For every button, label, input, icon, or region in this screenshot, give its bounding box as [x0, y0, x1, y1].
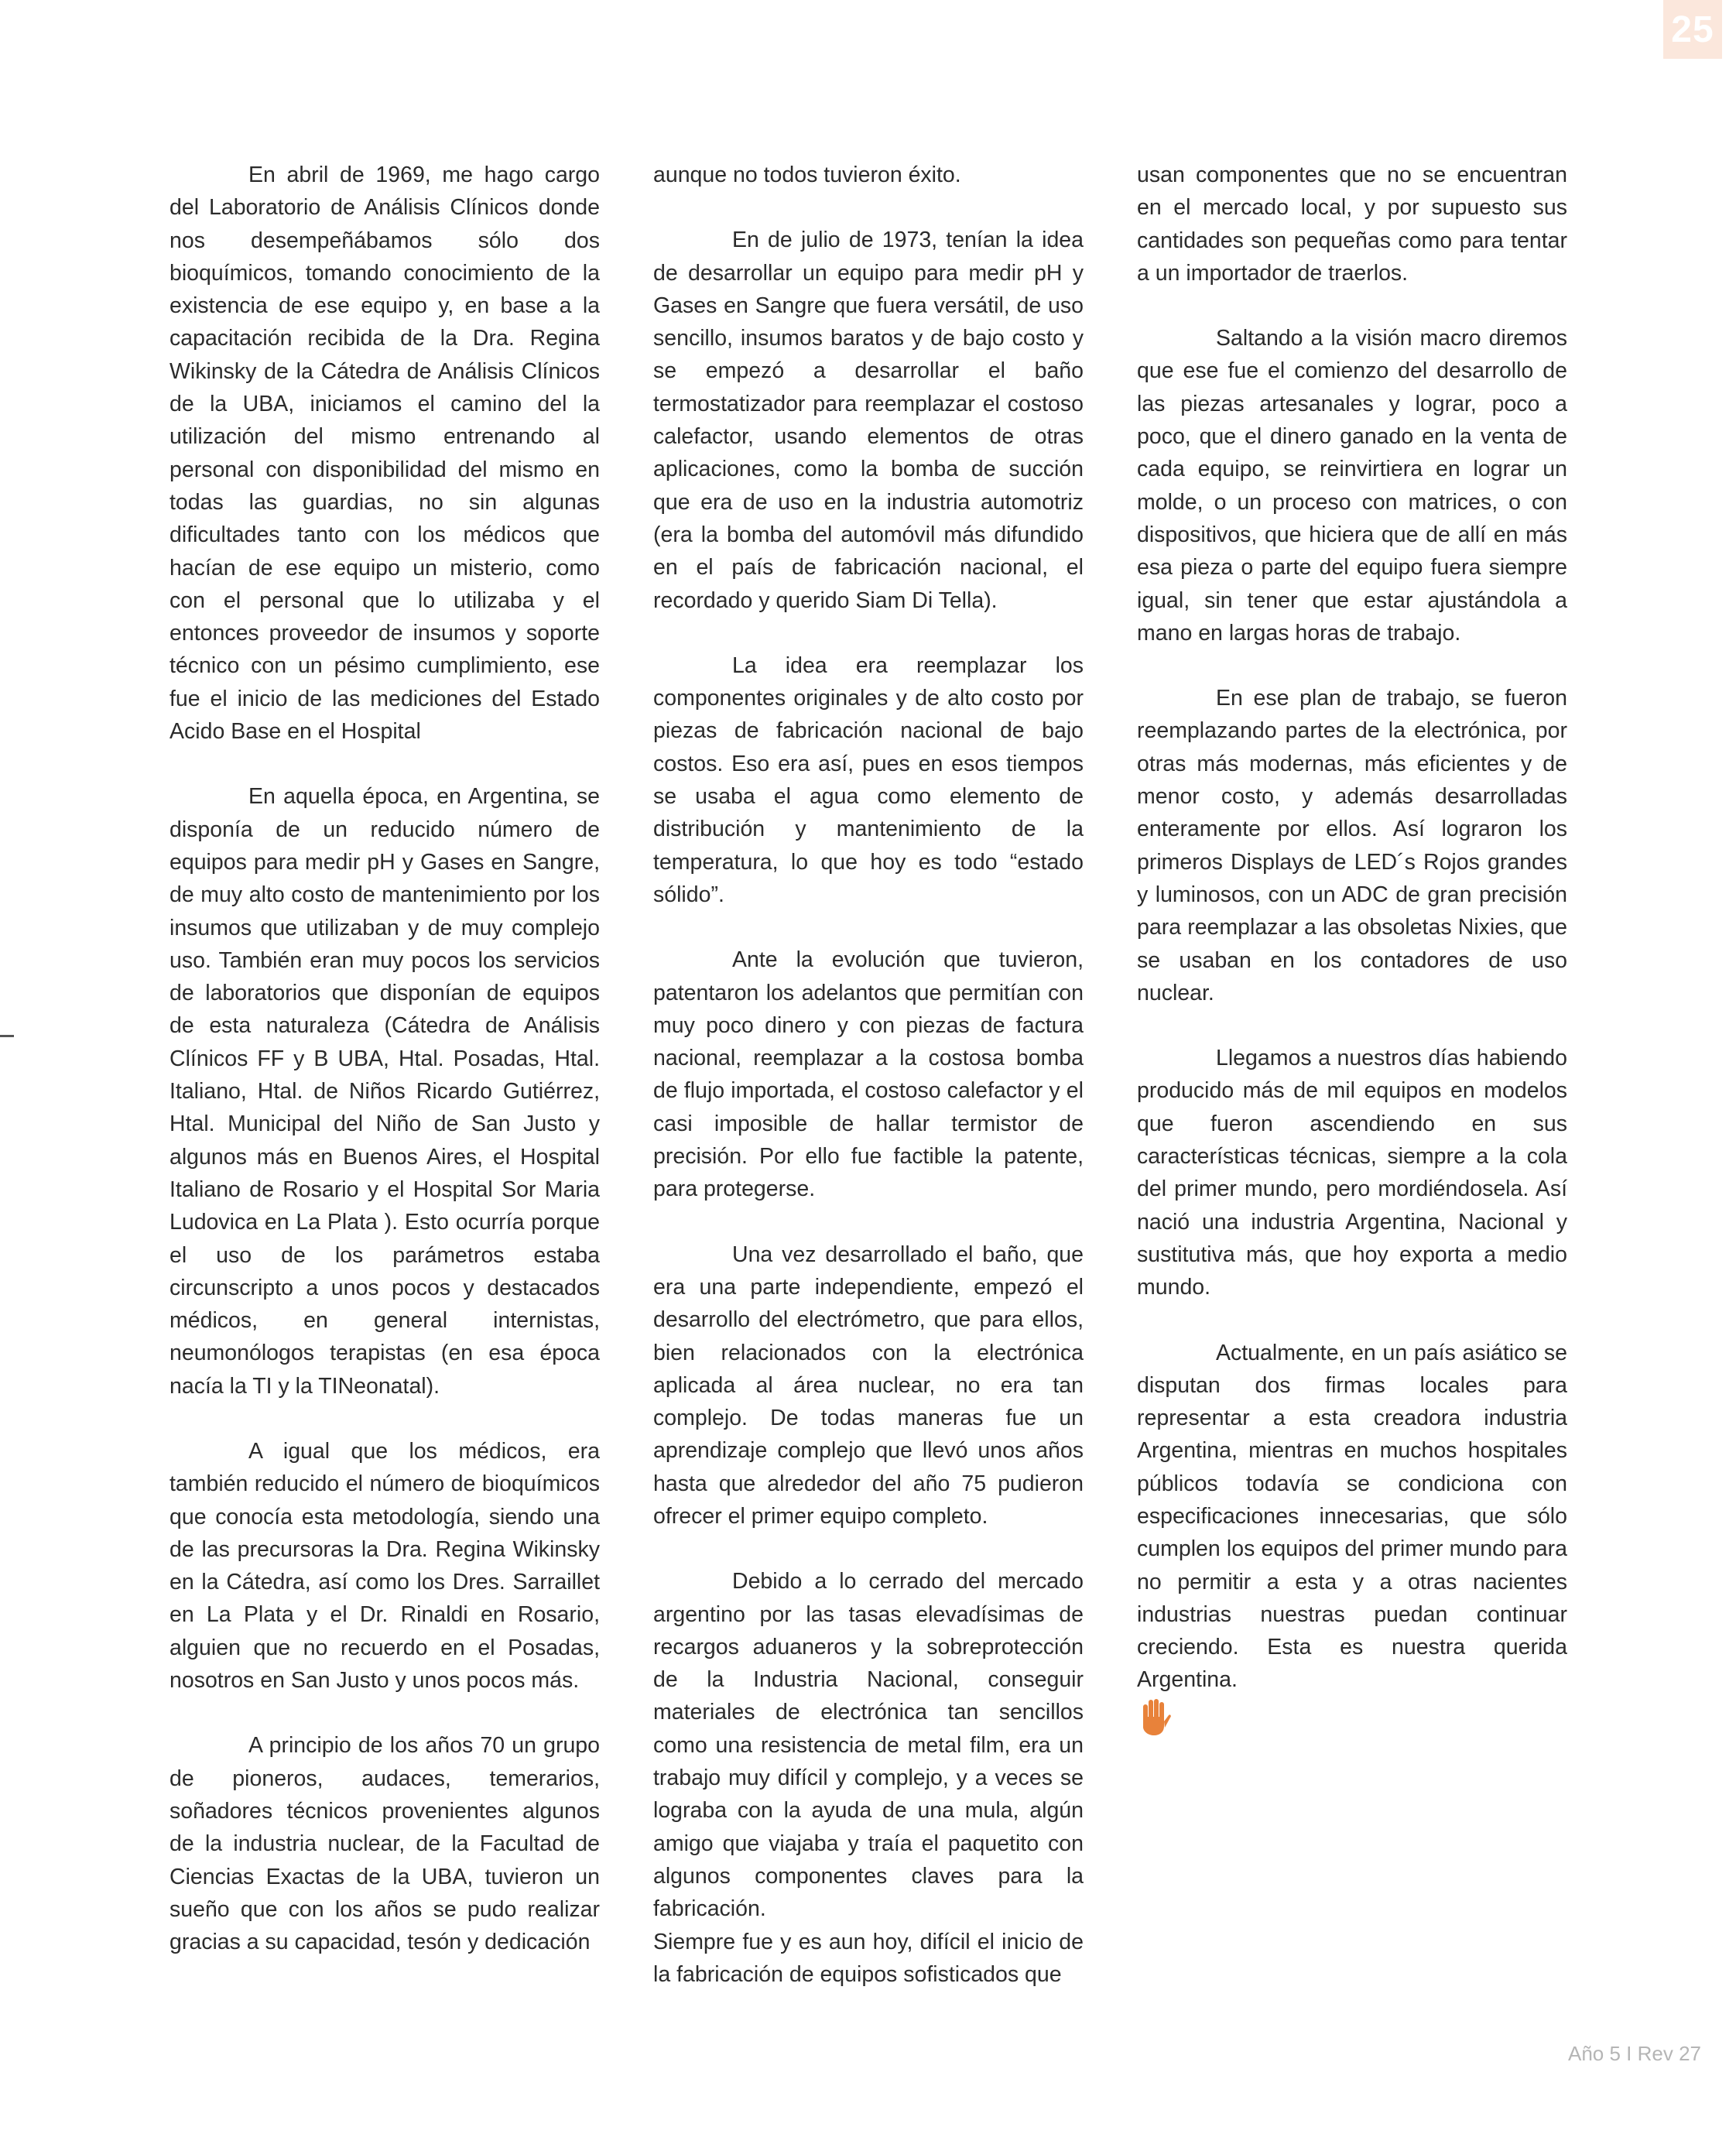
hand-icon	[1137, 1697, 1171, 1737]
paragraph: aunque no todos tuvieron éxito.	[653, 163, 961, 187]
paragraph: Una vez desarrollado el baño, que era una parte independiente, empezó el desarrollo del electrómetro, que para ellos, bien relacionados con la electrónica aplicada al área nuclear, no era tan complejo. De todas maneras fue un aprendizaje complejo que llevó unos años hasta que alrededor del año 75 pudieron ofrecer el primer equipo completo.	[653, 1242, 1084, 1529]
paragraph: A igual que los médicos, era también reducido el número de bioquímicos que conocía esta metodología, siendo una de las precursoras la Dra. Regina Wikinsky en la Cátedra, así como los Dres. Sarraillet en La Plata y el Dr. Rinaldi en Rosario, alguien que no recuerdo en el Posadas, nosotros en San Justo y unos pocos más.	[169, 1438, 600, 1694]
paragraph: Llegamos a nuestros días habiendo producido más de mil equipos en modelos que fueron ascendiendo en sus características técnicas, siempre a la cola del primer mundo, pero mordiéndosela. Así nació una industria Argentina, Nacional y sustitutiva más, que hoy exporta a medio mundo.	[1137, 1046, 1567, 1300]
paragraph: En de julio de 1973, tenían la idea de desarrollar un equipo para medir pH y Gases en Sangre que fuera versátil, de uso sencillo, insumos baratos y de bajo costo y se empezó a desarrollar el baño termostatizador para reemplazar el costoso calefactor, usando elementos de otras aplicaciones, como la bomba de succión que era de uso en la industria automotriz (era la bomba del automóvil más difundido en el país de fabricación nacional, el recordado y querido Siam Di Tella).	[653, 228, 1084, 613]
paragraph: La idea era reemplazar los componentes originales y de alto costo por piezas de fabricación nacional de bajo costos. Eso era así, pues en esos tiempos se usaba el agua como elemento de distribución y mantenimiento de la temperatura, lo que hoy es todo “estado sólido”.	[653, 652, 1084, 907]
paragraph: Debido a lo cerrado del mercado argentino por las tasas elevadísimas de recargos aduaneros y la sobreprotección de la Industria Nacional, conseguir materiales de electrónica tan sencillos como una resistencia de metal film, era un trabajo muy difícil y complejo, y a veces se lograba con la ayuda de una mula, algún amigo que viajaba y traía el paquetito con algunos componentes claves para la fabricación.	[653, 1569, 1084, 1922]
column-3	[1137, 159, 1567, 1737]
paragraph: Siempre fue y es aun hoy, difícil el inicio de la fabricación de equipos sofisticados que	[653, 1929, 1084, 1987]
paragraph: En aquella época, en Argentina, se disponía de un reducido número de equipos para medir pH y Gases en Sangre, de muy alto costo de mantenimiento por los insumos que utilizaban y de muy complejo uso. También eran muy pocos los servicios de laboratorios que disponían de equipos de esta naturaleza (Cátedra de Análisis Clínicos FF y B UBA, Htal. Posadas, Htal. Italiano, Htal. de Niños Ricardo Gutiérrez, Htal. Municipal del Niño de San Justo y algunos más en Buenos Aires, el Hospital Italiano de Rosario y el Hospital Sor Maria Ludovica en La Plata ). Esto ocurría porque el uso de los parámetros estaba circunscripto a unos pocos y destacados médicos, en general internistas, neumonólogos terapistas (en esa época nacía la TI y la TINeonatal).	[169, 784, 600, 1399]
paragraph: usan componentes que no se encuentran en el mercado local, y por supuesto sus cantidades son pequeñas como para tentar a un importador de traerlos.	[1137, 163, 1567, 286]
page-number: 25	[1671, 9, 1714, 50]
column-1	[169, 159, 600, 1991]
paragraph: Actualmente, en un país asiático se disputan dos firmas locales para representar a esta creadora industria Argentina, mientras en muchos hospitales públicos todavía se condiciona con especificaciones innecesarias, que sólo cumplen los equipos del primer mundo para no permitir a esta y a otras nacientes industrias nuestras puedan continuar creciendo. Esta es nuestra querida Argentina.	[1137, 1340, 1567, 1693]
footer-issue: Año 5 I Rev 27	[1568, 2042, 1701, 2065]
paragraph: En ese plan de trabajo, se fueron reemplazando partes de la electrónica, por otras más modernas, más eficientes y de menor costo, y además desarrolladas enteramente por ellos. Así lograron los primeros Displays de LED´s Rojos grandes y luminosos, con un ADC de gran precisión para reemplazar a las obsoletas Nixies, que se usaban en los contadores de uso nuclear.	[1137, 686, 1567, 1005]
paragraph: Saltando a la visión macro diremos que ese fue el comienzo del desarrollo de las piezas artesanales y lograr, poco a poco, que el dinero ganado en la venta de cada equipo, se reinvirtiera en lograr un molde, o un proceso con matrices, o con dispositivos, que hiciera que de allí en más esa pieza o parte del equipo fuera siempre igual, sin tener que estar ajustándola a mano en largas horas de trabajo.	[1137, 326, 1567, 646]
paragraph: Ante la evolución que tuvieron, patentaron los adelantos que permitían con muy poco dinero y con piezas de factura nacional, reemplazar a la costosa bomba de flujo importada, el costoso calefactor y el casi imposible de hallar termistor de precisión. Por ello fue factible la patente, para protegerse.	[653, 947, 1084, 1202]
paragraph: A principio de los años 70 un grupo de pioneros, audaces, temerarios, soñadores técnicos provenientes algunos de la industria nuclear, de la Facultad de Ciencias Exactas de la UBA, tuvieron un sueño que con los años se pudo realizar gracias a su capacidad, tesón y dedicación	[169, 1733, 600, 1955]
margin-mark	[0, 1035, 14, 1037]
column-2	[653, 159, 1084, 2023]
paragraph: En abril de 1969, me hago cargo del Laboratorio de Análisis Clínicos donde nos desempeñábamos sólo dos bioquímicos, tomando conocimiento de la existencia de ese equipo y, en base a la capacitación recibida de la Dra. Regina Wikinsky de la Cátedra de Análisis Clínicos de la UBA, iniciamos el camino del la utilización del mismo entrenando al personal con disponibilidad del mismo en todas las guardias, no sin algunas dificultades tanto con los médicos que hacían de ese equipo un misterio, como con el personal que lo utilizaba y el entonces proveedor de insumos y soporte técnico con un pésimo cumplimiento, ese fue el inicio de las mediciones del Estado Acido Base en el Hospital	[169, 163, 600, 745]
page-number-box	[1663, 0, 1722, 59]
